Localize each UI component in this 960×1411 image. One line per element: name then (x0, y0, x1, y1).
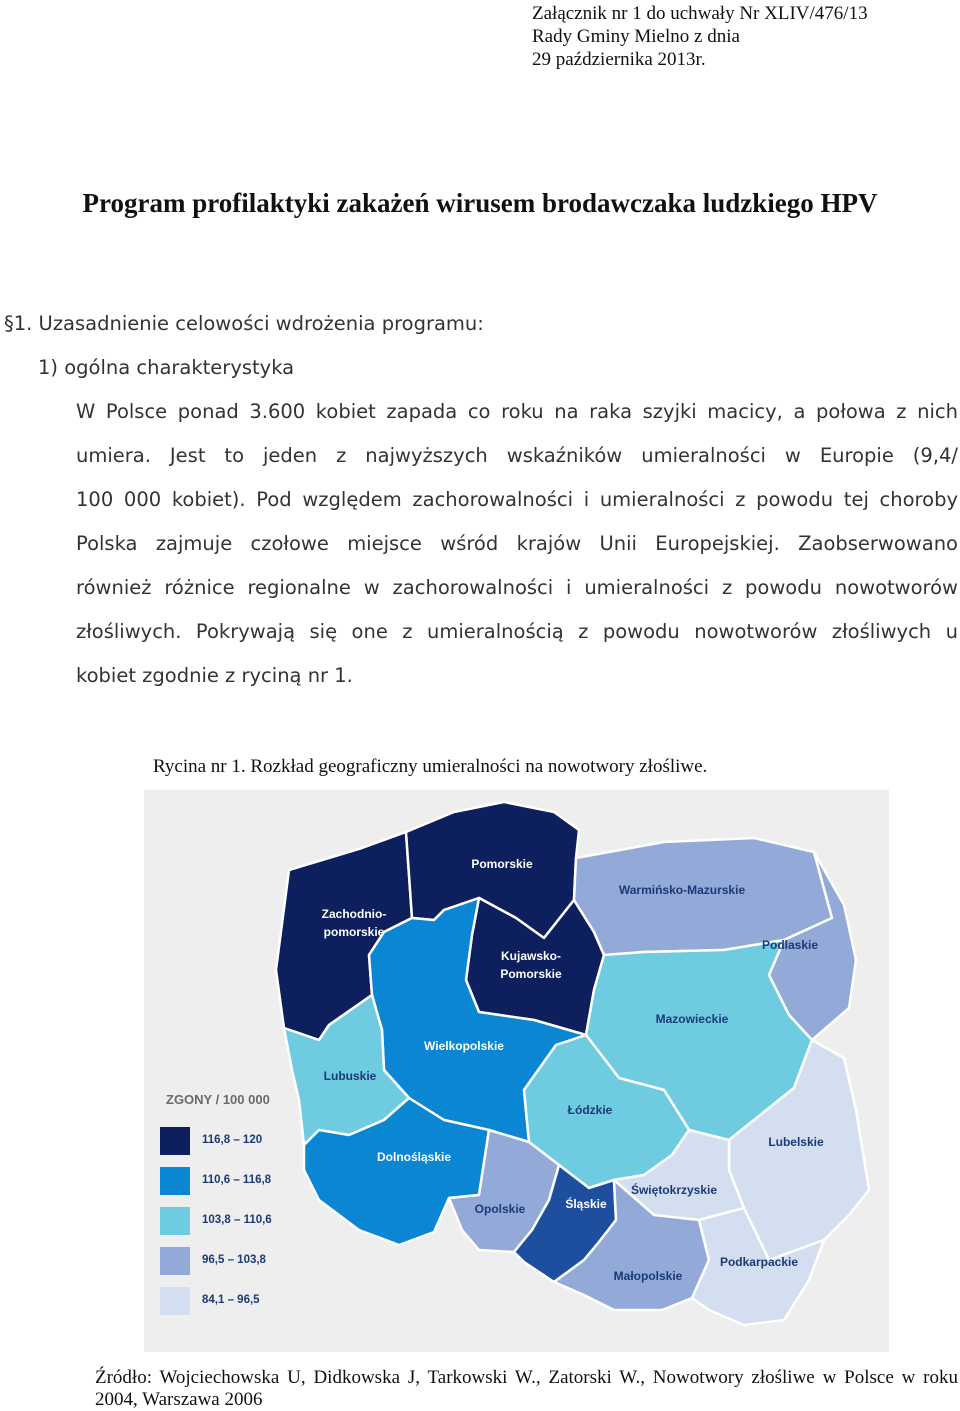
label-kujawsko-pomorskie: Pomorskie (500, 967, 562, 981)
attachment-note (532, 2, 868, 71)
label-lubelskie: Lubelskie (768, 1135, 824, 1149)
legend-label: 103,8 – 110,6 (202, 1214, 272, 1226)
label-pomorskie: Pomorskie (471, 857, 533, 871)
source-note (95, 1367, 958, 1411)
legend-item (160, 1207, 272, 1235)
paragraph-line: W Polsce ponad 3.600 kobiet zapada co roku na raka szyjki macicy, a połowa z nich (76, 400, 958, 423)
label-podkarpackie: Podkarpackie (719, 1255, 799, 1269)
label-dolnoslaskie: Dolnośląskie (376, 1150, 452, 1164)
legend-swatch (160, 1127, 190, 1155)
label-lubuskie: Lubuskie (323, 1069, 377, 1083)
legend-label: 110,6 – 116,8 (202, 1174, 272, 1186)
label-lodzkie: Łódzkie (567, 1103, 613, 1117)
label-zachodniopomorskie: pomorskie (323, 925, 385, 939)
legend-label: 84,1 – 96,5 (202, 1294, 260, 1306)
figure-caption: Rycina nr 1. Rozkład geograficzny umieralności na nowotwory złośliwe. (153, 756, 708, 777)
label-zachodniopomorskie: Zachodnio- (321, 907, 387, 921)
poland-mortality-map (144, 790, 889, 1352)
label-kujawsko-pomorskie: Kujawsko- (500, 949, 562, 963)
source-line: 2004, Warszawa 2006 (95, 1389, 263, 1410)
label-swietokrzyskie: Świętokrzyskie (630, 1183, 718, 1197)
legend-label: 96,5 – 103,8 (202, 1254, 266, 1266)
attachment-line: Załącznik nr 1 do uchwały Nr XLIV/476/13 (532, 3, 868, 24)
legend-swatch (160, 1287, 190, 1315)
source-line: Źródło: Wojciechowska U, Didkowska J, Tarkowski W., Zatorski W., Nowotwory złośliwe w Polsce w roku (95, 1367, 958, 1388)
paragraph-line: umiera. Jest to jeden z najwyższych wskaźników umieralności w Europie (9,4/ (76, 444, 958, 467)
legend-title: ZGONY / 100 000 (166, 1092, 270, 1107)
legend-swatch (160, 1247, 190, 1275)
paragraph-line: Polska zajmuje czołowe miejsce wśród krajów Unii Europejskiej. Zaobserwowano (76, 532, 958, 555)
paragraph-line: kobiet zgodnie z ryciną nr 1. (76, 664, 353, 687)
attachment-line: Rady Gminy Mielno z dnia (532, 26, 740, 47)
map-legend (160, 1092, 272, 1315)
legend-item (160, 1127, 262, 1155)
legend-label: 116,8 – 120 (202, 1134, 263, 1146)
section-heading: §1. Uzasadnienie celowości wdrożenia programu: (4, 312, 484, 335)
legend-swatch (160, 1207, 190, 1235)
list-item: 1) ogólna charakterystyka (38, 356, 295, 379)
body-paragraph (76, 390, 958, 698)
label-podlaskie: Podlaskie (761, 938, 819, 952)
label-warminsko-mazurskie: Warmińsko-Mazurskie (618, 883, 746, 897)
legend-swatch (160, 1167, 190, 1195)
label-wielkopolskie: Wielkopolskie (424, 1039, 504, 1053)
legend-item (160, 1247, 267, 1275)
paragraph-line: również różnice regionalne w zachorowalności i umieralności z powodu nowotworów (76, 576, 958, 599)
label-slaskie: Śląskie (565, 1197, 607, 1211)
map-svg (144, 790, 889, 1352)
label-malopolskie: Małopolskie (613, 1269, 683, 1283)
label-opolskie: Opolskie (474, 1202, 526, 1216)
paragraph-line: 100 000 kobiet). Pod względem zachorowalności i umieralności z powodu tej choroby (76, 488, 958, 511)
label-mazowieckie: Mazowieckie (655, 1012, 729, 1026)
legend-item (160, 1287, 260, 1315)
document-title: Program profilaktyki zakażeń wirusem brodawczaka ludzkiego HPV (82, 188, 878, 218)
attachment-line: 29 października 2013r. (532, 49, 706, 70)
paragraph-line: złośliwych. Pokrywają się one z umieralnością z powodu nowotworów złośliwych u (76, 620, 958, 643)
legend-item (160, 1167, 272, 1195)
